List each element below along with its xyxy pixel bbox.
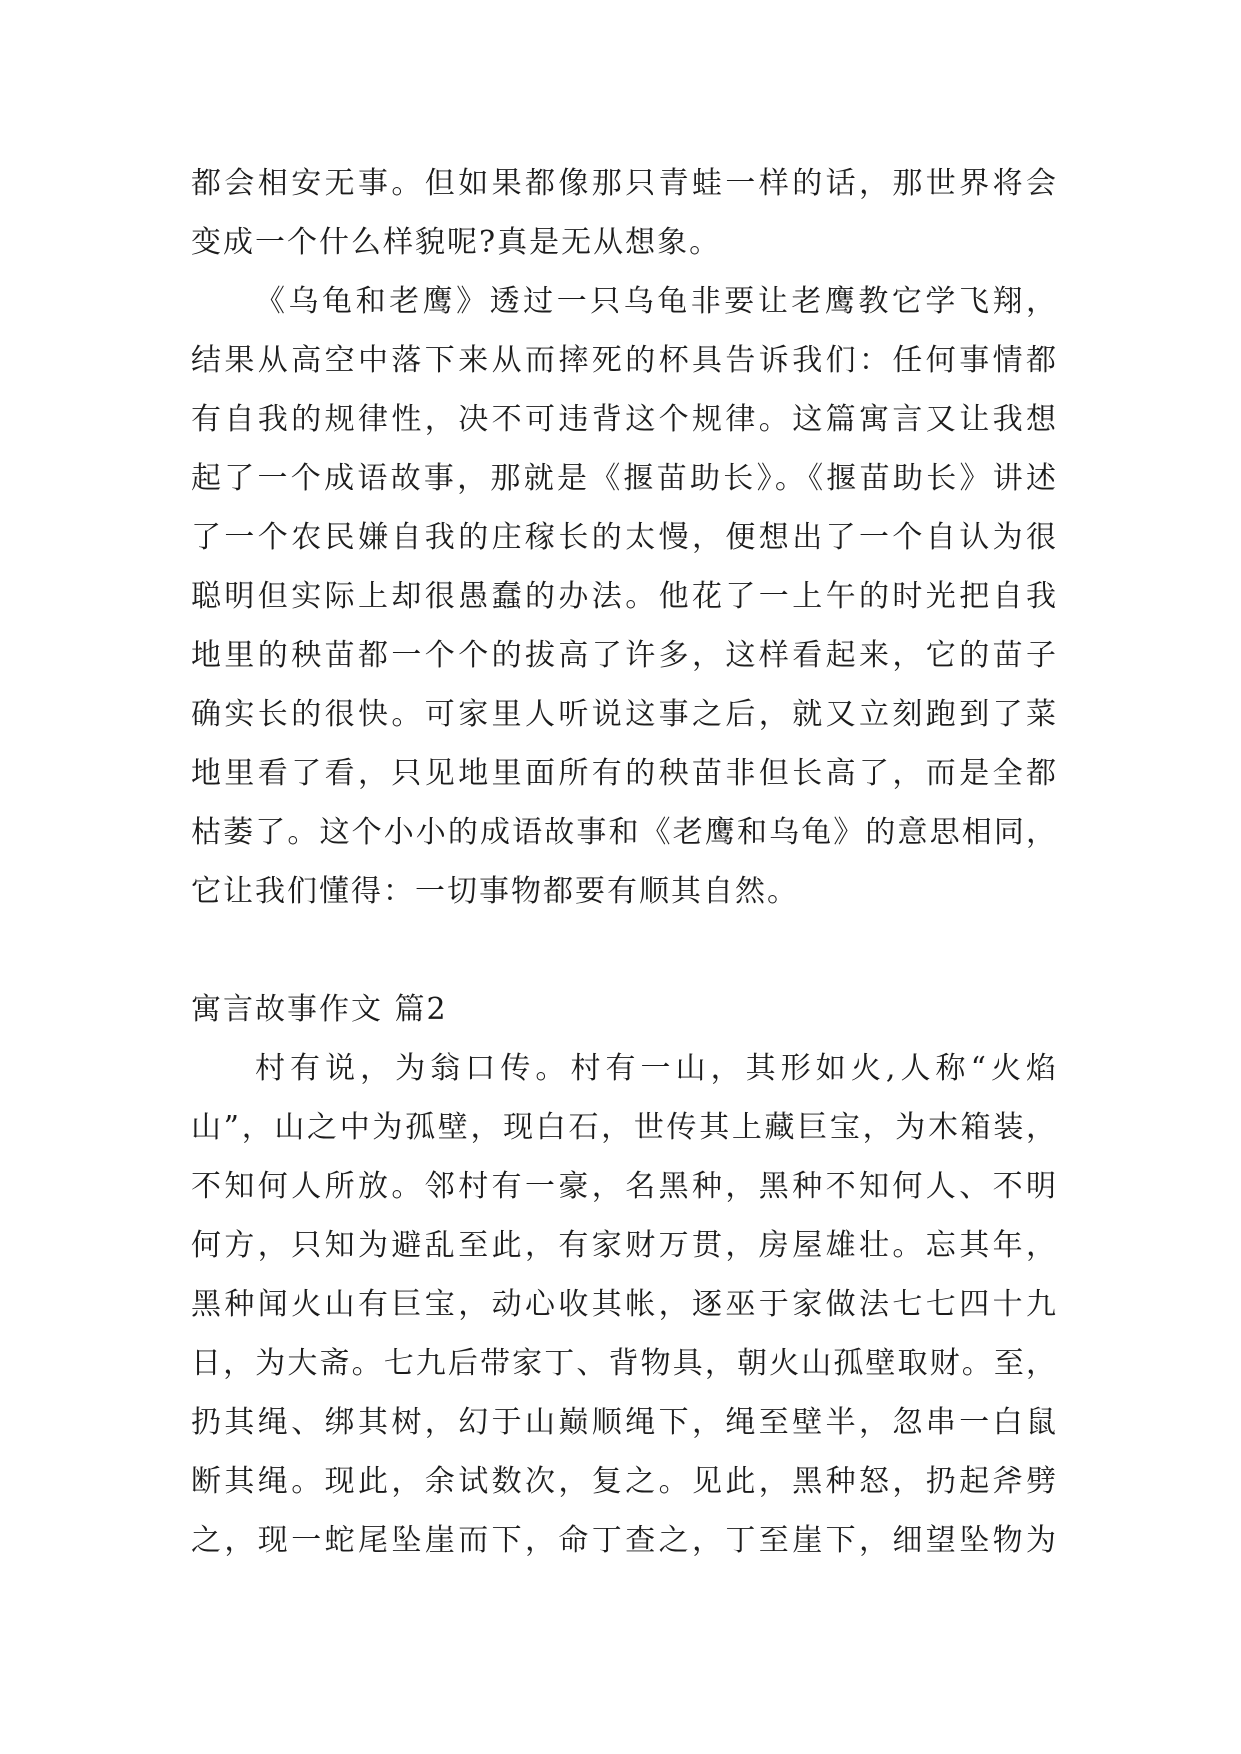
text-line: 枯萎了。这个小小的成语故事和《老鹰和乌龟》的意思相同， bbox=[191, 815, 1058, 850]
text-line: 之，现一蛇尾坠崖而下，命丁查之，丁至崖下，细望坠物为 bbox=[191, 1523, 1058, 1558]
text-line: 黑种闻火山有巨宝，动心收其帐，逐巫于家做法七七四十九 bbox=[191, 1287, 1058, 1322]
text-line: 有自我的规律性，决不可违背这个规律。这篇寓言又让我想 bbox=[191, 402, 1058, 437]
text-line: 《乌龟和老鹰》透过一只乌龟非要让老鹰教它学飞翔， bbox=[255, 284, 1058, 319]
text-line: 何方，只知为避乱至此，有家财万贯，房屋雄壮。忘其年， bbox=[191, 1228, 1058, 1263]
text-line: 不知何人所放。邻村有一豪，名黑种，黑种不知何人、不明 bbox=[191, 1169, 1058, 1204]
text-line: 山”，山之中为孤壁，现白石，世传其上藏巨宝，为木箱装， bbox=[191, 1110, 1058, 1145]
section-heading: 寓言故事作文 篇2 bbox=[191, 992, 448, 1027]
paragraph bbox=[191, 154, 1058, 272]
text-line: 地里的秧苗都一个个的拔高了许多，这样看起来，它的苗子 bbox=[191, 638, 1058, 673]
paragraph bbox=[191, 1039, 1058, 1570]
text-line: 了一个农民嫌自我的庄稼长的太慢，便想出了一个自认为很 bbox=[191, 520, 1058, 555]
text-line: 起了一个成语故事，那就是《揠苗助长》。《揠苗助长》讲述 bbox=[191, 461, 1058, 496]
text-line: 都会相安无事。但如果都像那只青蛙一样的话，那世界将会 bbox=[191, 166, 1058, 201]
paragraph bbox=[191, 272, 1058, 921]
text-line: 聪明但实际上却很愚蠢的办法。他花了一上午的时光把自我 bbox=[191, 579, 1058, 614]
text-line: 变成一个什么样貌呢?真是无从想象。 bbox=[191, 225, 722, 260]
text-line: 日，为大斋。七九后带家丁、背物具，朝火山孤壁取财。至， bbox=[191, 1346, 1058, 1381]
text-line: 断其绳。现此，余试数次，复之。见此，黑种怒，扔起斧劈 bbox=[191, 1464, 1058, 1499]
text-line: 结果从高空中落下来从而摔死的杯具告诉我们：任何事情都 bbox=[191, 343, 1058, 378]
text-line: 村有说，为翁口传。村有一山，其形如火,人称“火焰 bbox=[255, 1051, 1058, 1086]
document-body bbox=[191, 154, 1058, 1570]
text-line: 地里看了看，只见地里面所有的秧苗非但长高了，而是全都 bbox=[191, 756, 1058, 791]
text-line: 确实长的很快。可家里人听说这事之后，就又立刻跑到了菜 bbox=[191, 697, 1058, 732]
text-line: 扔其绳、绑其树，幻于山巅顺绳下，绳至壁半，忽串一白鼠 bbox=[191, 1405, 1058, 1440]
text-line: 它让我们懂得：一切事物都要有顺其自然。 bbox=[191, 874, 799, 909]
